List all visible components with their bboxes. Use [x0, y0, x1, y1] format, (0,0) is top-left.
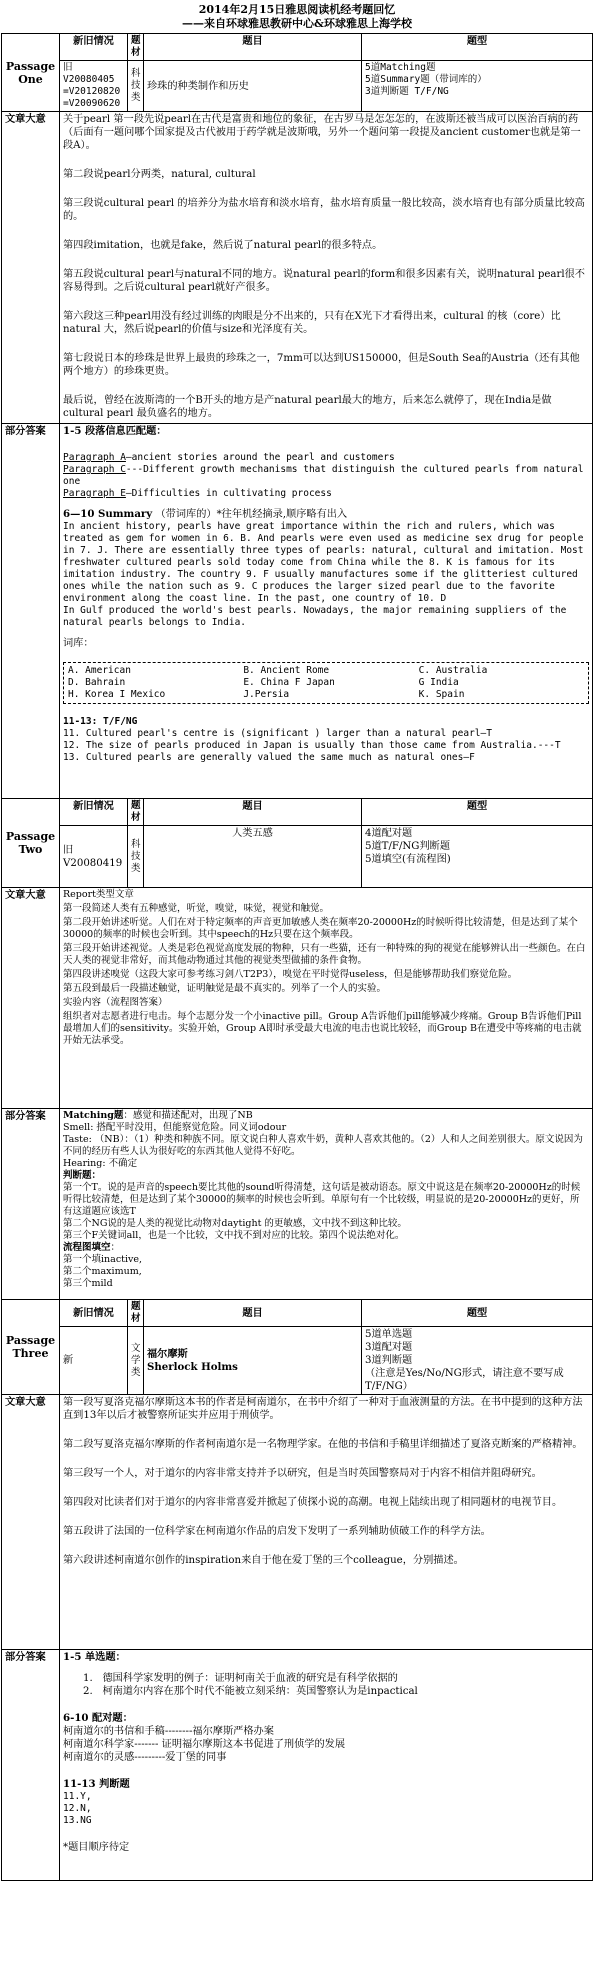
matching-heading: Matching题：感觉和描述配对，出现了NB	[63, 1110, 253, 1121]
col-type-header: 题型	[362, 34, 593, 61]
wordbank-row: D. Bahrain E. China F Japan G India	[68, 677, 459, 688]
section-title: 判断题：	[63, 1170, 102, 1181]
content-paragraph: Report类型文章	[63, 889, 134, 900]
flow-line: 第一个填inactive,	[63, 1254, 143, 1265]
content-label: 文章大意	[2, 1395, 60, 1650]
status-cell: 旧 V20080405 =V20120820 =V20090620	[60, 61, 128, 112]
topic-cell: 人类五感	[144, 826, 362, 888]
type-cell: 5道Matching题 5道Summary题（带词库的） 3道判断题 T/F/NG	[362, 61, 593, 112]
content-paragraph: 第二段说pearl分两类，natural, cultural	[63, 169, 256, 180]
match-line: 柯南道尔的书信和手稿--------福尔摩斯严格办案	[63, 1726, 274, 1737]
wordbank-label: 词库：	[63, 638, 94, 649]
judge-line: 12.N,	[63, 1803, 92, 1814]
flow-heading: 流程图填空：	[63, 1242, 121, 1253]
content-paragraph: 第二段开始讲述听觉。人们在对于特定频率的声音更加敏感人类在频率20-20000Hz的时候听得比较清楚，但是达到了某个30000的频率的时候也会听到。其中speech的Hz只要在这个频率段。	[63, 917, 578, 940]
match-line: 柯南道尔科学家------- 证明福尔摩斯这本书促进了刑侦学的发展	[63, 1739, 346, 1750]
topic-cell: 福尔摩斯 Sherlock Holms	[144, 1327, 362, 1395]
content-paragraph: 第五段讲了法国的一位科学家在柯南道尔作品的启发下发明了一系列辅助侦破工作的科学方法。	[63, 1526, 491, 1537]
footnote: *题目顺序待定	[63, 1842, 130, 1853]
content-paragraph: 第四段讲述嗅觉（这段大家可参考练习剑八T2P3），嗅觉在平时觉得useless，但是能够帮助我们察觉危险。	[63, 969, 518, 980]
judge-line: 12. The size of pearls produced in Japan is usually than those came from Australia.---T	[63, 740, 561, 751]
matching-list	[63, 452, 589, 500]
col-type-header: 题型	[362, 799, 593, 826]
content-paragraph: 第六段这三种pearl用没有经过训练的肉眼是分不出来的，只有在X光下才看得出来，cultural 的核（core）比natural 大，然后说pearl的价值与size和光泽度有关。	[63, 311, 561, 335]
content-paragraph: 第二段写夏洛克福尔摩斯的作者柯南道尔是一名物理学家。在他的书信和手稿里详细描述了夏洛克断案的严格精神。	[63, 1439, 583, 1450]
col-topic-header: 题目	[144, 34, 362, 61]
match-line: 柯南道尔的灵感---------爱丁堡的同事	[63, 1752, 227, 1763]
subtitle-line: ——来自环球雅思教研中心&环球雅思上海学校	[182, 17, 412, 30]
col-status-header: 新旧情况	[60, 1300, 128, 1327]
content-paragraph: 实验内容（流程图答案）	[63, 997, 168, 1008]
col-type-header: 题型	[362, 1300, 593, 1327]
matching-line: Paragraph A—ancient stories around the pearl and customers	[63, 452, 395, 463]
mcq-list	[63, 1672, 589, 1698]
content-paragraph: 第五段说cultural pearl与natural不同的地方。说natural pearl的form和很多因素有关，说明natural pearl很不容易得到。之后说cultural pearl就好产很多。	[63, 269, 585, 293]
wordbank-row: H. Korea I Mexico J.Persia K. Spain	[68, 689, 465, 700]
section-title: 6-10 配对题：	[63, 1712, 133, 1724]
matching-line: Paragraph C---Different growth mechanisms that distinguish the cultured pearls from natural one	[63, 464, 584, 487]
content-paragraph: 第一段简述人类有五种感觉，听觉，嗅觉，味觉，视觉和触觉。	[63, 903, 330, 914]
answer-line: Hearing: 不确定	[63, 1158, 138, 1169]
flow-line: 第二个maximum,	[63, 1266, 142, 1277]
status-cell: 旧V20080419	[60, 826, 128, 888]
passage-three-table	[1, 1299, 593, 1881]
col-subject-header: 题材	[128, 799, 144, 826]
passage-label: Passage Two	[2, 799, 60, 888]
content-paragraph: 第三段说cultural pearl 的培养分为盐水培育和淡水培育，盐水培育质量一般比较高，淡水培育也有部分质量比较高的。	[63, 198, 585, 222]
content-paragraph: 组织者对志愿者进行电击。每个志愿分发一个小inactive pill。Group A告诉他们pill能够减少疼痛。Group B告诉他们Pill最增加人们的sensitivity。实验开始，Group A即时承受最大电流的电击也说比较轻，而Group B在遭受中等疼痛的电击就开始无法承受。	[63, 1011, 582, 1046]
wordbank-row: A. American B. Ancient Rome C. Australia	[68, 665, 488, 676]
content-cell	[60, 1395, 593, 1650]
subject-cell: 文学类	[128, 1327, 144, 1395]
content-label: 文章大意	[2, 112, 60, 424]
col-subject-header: 题材	[128, 1300, 144, 1327]
content-paragraph: 关于pearl 第一段先说pearl在古代是富贵和地位的象征，在古罗马是怎怎怎的，在波斯还被当成可以医治百病的药（后面有一题问哪个国家提及古代被用于药学就是波斯哦，另外一个题问第一段提及ancient customer也就是第一段A）。	[63, 114, 581, 151]
topic-cell: 珍珠的种类制作和历史	[144, 61, 362, 112]
summary-heading: 6—10 Summary （带词库的）*往年机经摘录,顺序略有出入	[63, 508, 348, 520]
col-status-header: 新旧情况	[60, 799, 128, 826]
title-line: 2014年2月15日雅思阅读机经考题回忆	[198, 3, 396, 16]
col-topic-header: 题目	[144, 1300, 362, 1327]
content-paragraph: 第五段到最后一段描述触觉，证明触觉是最不真实的。列举了一个人的实验。	[63, 983, 387, 994]
section-title: 11-13 判断题	[63, 1778, 130, 1790]
content-paragraph: 第一段写夏洛克福尔摩斯这本书的作者是柯南道尔，在书中介绍了一种对于血液测量的方法。在书中提到的这种方法直到13年以后才被警察所证实并应用于刑侦学。	[63, 1397, 583, 1421]
answers-label: 部分答案	[2, 1650, 60, 1881]
subject-cell: 科技类	[128, 826, 144, 888]
wordbank-box	[63, 662, 589, 704]
status-cell: 新	[60, 1327, 128, 1395]
col-subject-header: 题材	[128, 34, 144, 61]
content-paragraph: 最后说，曾经在波斯湾的一个B开头的地方是产natural pearl最大的地方，后来怎么就停了，现在India是做cultural pearl 最负盛名的地方。	[63, 395, 552, 419]
type-cell: 5道单选题 3道配对题 3道判断题 （注意是Yes/No/NG形式，请注意不要写成T/F/NG）	[362, 1327, 593, 1395]
mcq-item: 2. 柯南道尔内容在那个时代不能被立刻采纳：英国警察认为是inpactical	[83, 1686, 418, 1697]
passage-one-table	[1, 33, 593, 799]
flow-line: 第三个mild	[63, 1278, 113, 1289]
answers-cell	[60, 424, 593, 799]
answers-cell	[60, 1650, 593, 1881]
section-title: 1-5 单选题：	[63, 1651, 126, 1663]
mcq-item: 1. 德国科学家发明的例子：证明柯南关于血液的研究是有科学依据的	[83, 1673, 398, 1684]
passage-label: Passage Three	[2, 1300, 60, 1395]
judge-line: 第三个F关键词all，也是一个比较，文中找不到对应的比较。第四个说法绝对化。	[63, 1230, 405, 1241]
answer-line: Taste: （NB）：（1）种类和种族不同。原文说白种人喜欢牛奶，黄种人喜欢其他的。（2）人和人之间差别很大。原文说因为不同的经历有些人认为很好吃的东西其他人觉得不好吃。	[63, 1134, 583, 1157]
content-cell	[60, 112, 593, 424]
judge-line: 13. Cultured pearls are generally valued the same much as natural ones—F	[63, 752, 475, 763]
content-paragraph: 第七段说日本的珍珠是世界上最贵的珍珠之一，7mm可以达到US150000，但是South Sea的Austria（还有其他两个地方）的珍珠更贵。	[63, 353, 580, 377]
content-paragraph: 第六段讲述柯南道尔创作的inspiration来自于他在爱丁堡的三个colleague，分别描述。	[63, 1555, 464, 1566]
answers-cell	[60, 1109, 593, 1300]
content-label: 文章大意	[2, 888, 60, 1109]
answers-label: 部分答案	[2, 424, 60, 799]
judge-line: 第一个T。说的是声音的speech要比其他的sound听得清楚，这句话是被动语态。原文中说这是在频率20-20000Hz的时候听得比较清楚，但是达到了某个30000的频率的时候也会听到。单原句有一个比较级，明显说的是20-20000Hz的更好，所有这道题应该选T	[63, 1182, 581, 1217]
matching-line: Paragraph E—Difficulties in cultivating process	[63, 488, 332, 499]
passage-label: Passage One	[2, 34, 60, 112]
judge-line: 第二个NG说的是人类的视觉比动物对daytight 的更敏感，文中找不到这种比较。	[63, 1218, 407, 1229]
document	[1, 0, 593, 1881]
judge-line: 13.NG	[63, 1815, 92, 1826]
col-status-header: 新旧情况	[60, 34, 128, 61]
answer-line: Smell: 搭配平时没用，但能察觉危险。同义词odour	[63, 1122, 287, 1133]
passage-two-table	[1, 798, 593, 1300]
answers-label: 部分答案	[2, 1109, 60, 1300]
judge-line: 11.Y,	[63, 1791, 92, 1802]
content-paragraph: 第三段写一个人，对于道尔的内容非常支持并予以研究，但是当时英国警察局对于内容不相信并阻碍研究。	[63, 1468, 542, 1479]
content-paragraph: 第四段对比读者们对于道尔的内容非常喜爱并掀起了侦探小说的高潮。电视上陆续出现了相同题材的电视节目。	[63, 1497, 563, 1508]
judge-line: 11. Cultured pearl's centre is (significant ) larger than a natural pearl—T	[63, 728, 492, 739]
content-paragraph: 第四段imitation，也就是fake，然后说了natural pearl的很多特点。	[63, 240, 383, 251]
content-cell	[60, 888, 593, 1109]
section-title: 11-13: T/F/NG	[63, 716, 138, 727]
col-topic-header: 题目	[144, 799, 362, 826]
summary-text-tail: In Gulf produced the world's best pearls. Nowadays, the major remaining suppliers of the natural pearls belongs to India.	[63, 605, 567, 628]
content-paragraph: 第三段开始讲述视觉。人类是彩色视觉高度发展的物种，只有一些猫，还有一种特殊的狗的视觉在能够辨认出一些颜色。在白天人类的视觉非常好，而其他动物通过其他的视觉类型做捕的条件食物。	[63, 943, 586, 966]
summary-text: In ancient history, pearls have great importance within the rich and rulers, which was treated as gem for women in 6. B. And pearls were even used as medicine sex drug for people in 7. J. There are essentially three types of pearls: natural, cultural and imitation. Most freshwater cultured pearls sold today come from China while the 8. K is famous for its imitation industry. The country 9. F usually manufactures some if the glitteriest cultured ones while the nation such as 9. C produces the larger sized pearl due to the favorite environment along the coast line. In the past, one country of 10. D	[63, 521, 584, 604]
document-title	[1, 0, 593, 33]
type-cell: 4道配对题 5道T/F/NG判断题 5道填空(有流程图)	[362, 826, 593, 888]
section-title: 1-5 段落信息匹配题：	[63, 425, 167, 437]
subject-cell: 科技类	[128, 61, 144, 112]
